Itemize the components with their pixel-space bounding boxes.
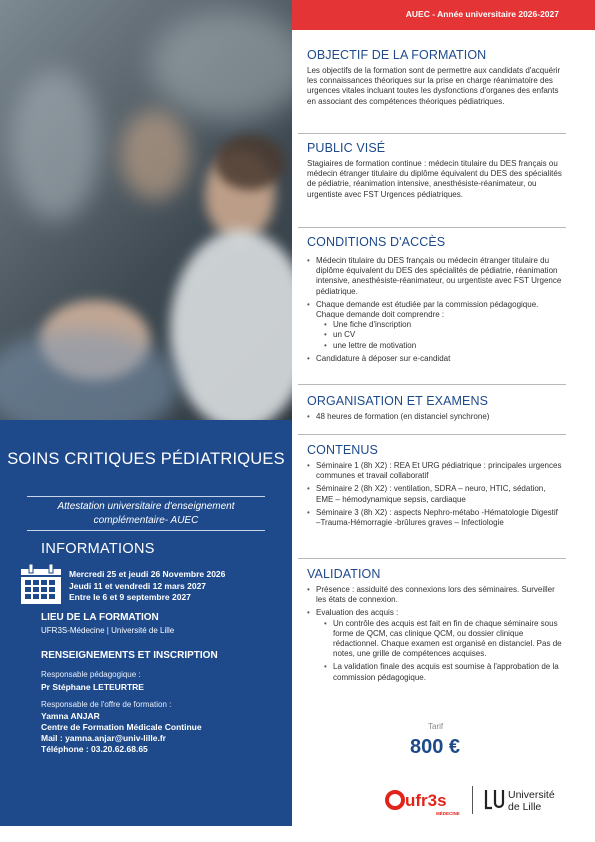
page-title: SOINS CRITIQUES PÉDIATRIQUES (7, 450, 285, 468)
sub-list-item: • une lettre de motivation (324, 341, 562, 351)
conditions-list (307, 256, 562, 364)
section-separator (298, 434, 566, 435)
list-item: • Séminaire 3 (8h X2) : aspects Nephro-métabo -Hématologie Digestif –Trauma-Hémorragie -brûlures graves – Infectiologie (307, 508, 562, 528)
sub-list-item: • La validation finale des acquis est soumise à l'approbation de la commission pédagogique. (324, 662, 562, 682)
list-item: • Séminaire 1 (8h X2) : REA Et URG pédiatrique : principales urgences communes et travail collaboratif (307, 461, 562, 481)
validation-title: VALIDATION (307, 567, 381, 581)
offre-label: Responsable de l'offre de formation : (41, 700, 172, 709)
ufr3s-logo-text: ufr3s (405, 791, 447, 810)
list-item: • Présence : assiduité des connexions lors des séminaires. Surveiller les états de connexion. (307, 585, 562, 605)
header-text: AUEC - Année universitaire 2026-2027 (405, 9, 559, 19)
date-item: Mercredi 25 et jeudi 26 Novembre 2026 (69, 569, 226, 579)
logo-divider (472, 786, 473, 814)
contenus-title: CONTENUS (307, 443, 378, 457)
objectif-title: OBJECTIF DE LA FORMATION (307, 48, 487, 62)
contact-mail[interactable]: Mail : yamna.anjar@univ-lille.fr (41, 733, 166, 743)
logo-line: de Lille (508, 801, 542, 813)
lieu-title: LIEU DE LA FORMATION (41, 612, 159, 623)
section-separator (298, 227, 566, 228)
sub-list-item: • Une fiche d'inscription (324, 320, 562, 330)
public-text: Stagiaires de formation continue : médecin titulaire du DES français ou médecin étranger titulaire du diplôme équivalent du DES des spécialités de pédiatrie, réanimation intensive, anesthésiste-réanimateur, ou urgentiste avec FST Urgences pédiatriques. (307, 159, 562, 199)
hero-photo (0, 0, 292, 420)
contact-name: Yamna ANJAR (41, 711, 100, 721)
list-item: • Séminaire 2 (8h X2) : ventilation, SDRA – neuro, HTIC, sédation, EME – hémodynamique sepsis, cardiaque (307, 484, 562, 504)
list-item: • Médecin titulaire du DES français ou médecin étranger titulaire du diplôme équivalent du DES des spécialités de pédiatrie, réanimation intensive, anesthésiste-réanimateur, ou urgentiste avec FST Urgence pédiatrique. (307, 256, 562, 297)
divider (27, 530, 265, 531)
dates-list (69, 569, 225, 604)
list-item (307, 608, 562, 682)
ufr3s-logo (385, 786, 465, 818)
contenus-list (307, 461, 562, 528)
section-separator (298, 558, 566, 559)
universite-lille-mark-icon (483, 789, 505, 811)
informations-title: INFORMATIONS (41, 541, 155, 557)
calendar-icon (20, 563, 62, 605)
left-column (0, 0, 292, 826)
logo-line: Université (508, 789, 555, 801)
objectif-text: Les objectifs de la formation sont de permettre aux candidats d'acquérir les connaissances théoriques sur la prise en charge réanimatoire des urgences vitales incluant toutes les dysfonctions d'organes des enfants en associant des compétences théoriques pédiatriques. (307, 66, 561, 106)
list-item-text: Evaluation des acquis : (316, 608, 399, 618)
header-bar (292, 0, 595, 30)
responsable-name: Pr Stéphane LETEURTRE (41, 682, 144, 692)
validation-list (307, 585, 562, 683)
renseignements-title: RENSEIGNEMENTS ET INSCRIPTION (41, 650, 218, 661)
info-panel (0, 420, 292, 826)
conditions-title: CONDITIONS D'ACCÈS (307, 235, 446, 249)
tarif-label: Tarif (428, 722, 444, 731)
contact-block (41, 711, 202, 755)
list-item (307, 300, 562, 351)
list-item-text: Chaque demande est étudiée par la commission pédagogique. Chaque demande doit comprendre : (316, 299, 539, 320)
public-title: PUBLIC VISÉ (307, 141, 386, 155)
date-item: Entre le 6 et 9 septembre 2027 (69, 592, 191, 602)
price: 800 € (410, 736, 461, 758)
divider (27, 496, 265, 497)
contact-center: Centre de Formation Médicale Continue (41, 722, 202, 732)
section-separator (298, 133, 566, 134)
sub-list-item: • un CV (324, 330, 562, 340)
list-item: • 48 heures de formation (en distanciel synchrone) (307, 412, 562, 422)
responsable-label: Responsable pédagogique : (41, 670, 141, 679)
date-item: Jeudi 11 et vendredi 12 mars 2027 (69, 580, 207, 591)
ufr3s-logo-subtext: MÉDECINE (436, 811, 460, 816)
sub-list-item: • Un contrôle des acquis est fait en fin de chaque séminaire sous forme de QCM, cas clinique QCM, ou dossier clinique rédactionnel. Chaque examen est organisé en distanciel. Pas de notes, une grille de compétences acquises. (324, 619, 562, 660)
universite-lille-logo-text (508, 789, 555, 813)
section-separator (298, 384, 566, 385)
organisation-list (307, 412, 562, 422)
organisation-title: ORGANISATION ET EXAMENS (307, 394, 489, 408)
lieu-text: UFR3S-Médecine | Université de Lille (41, 626, 175, 635)
contact-phone[interactable]: Téléphone : 03.20.62.68.65 (41, 744, 148, 754)
attestation-text: Attestation universitaire d'enseignement complémentaire- AUEC (57, 501, 235, 526)
list-item: • Candidature à déposer sur e-candidat (307, 354, 562, 364)
